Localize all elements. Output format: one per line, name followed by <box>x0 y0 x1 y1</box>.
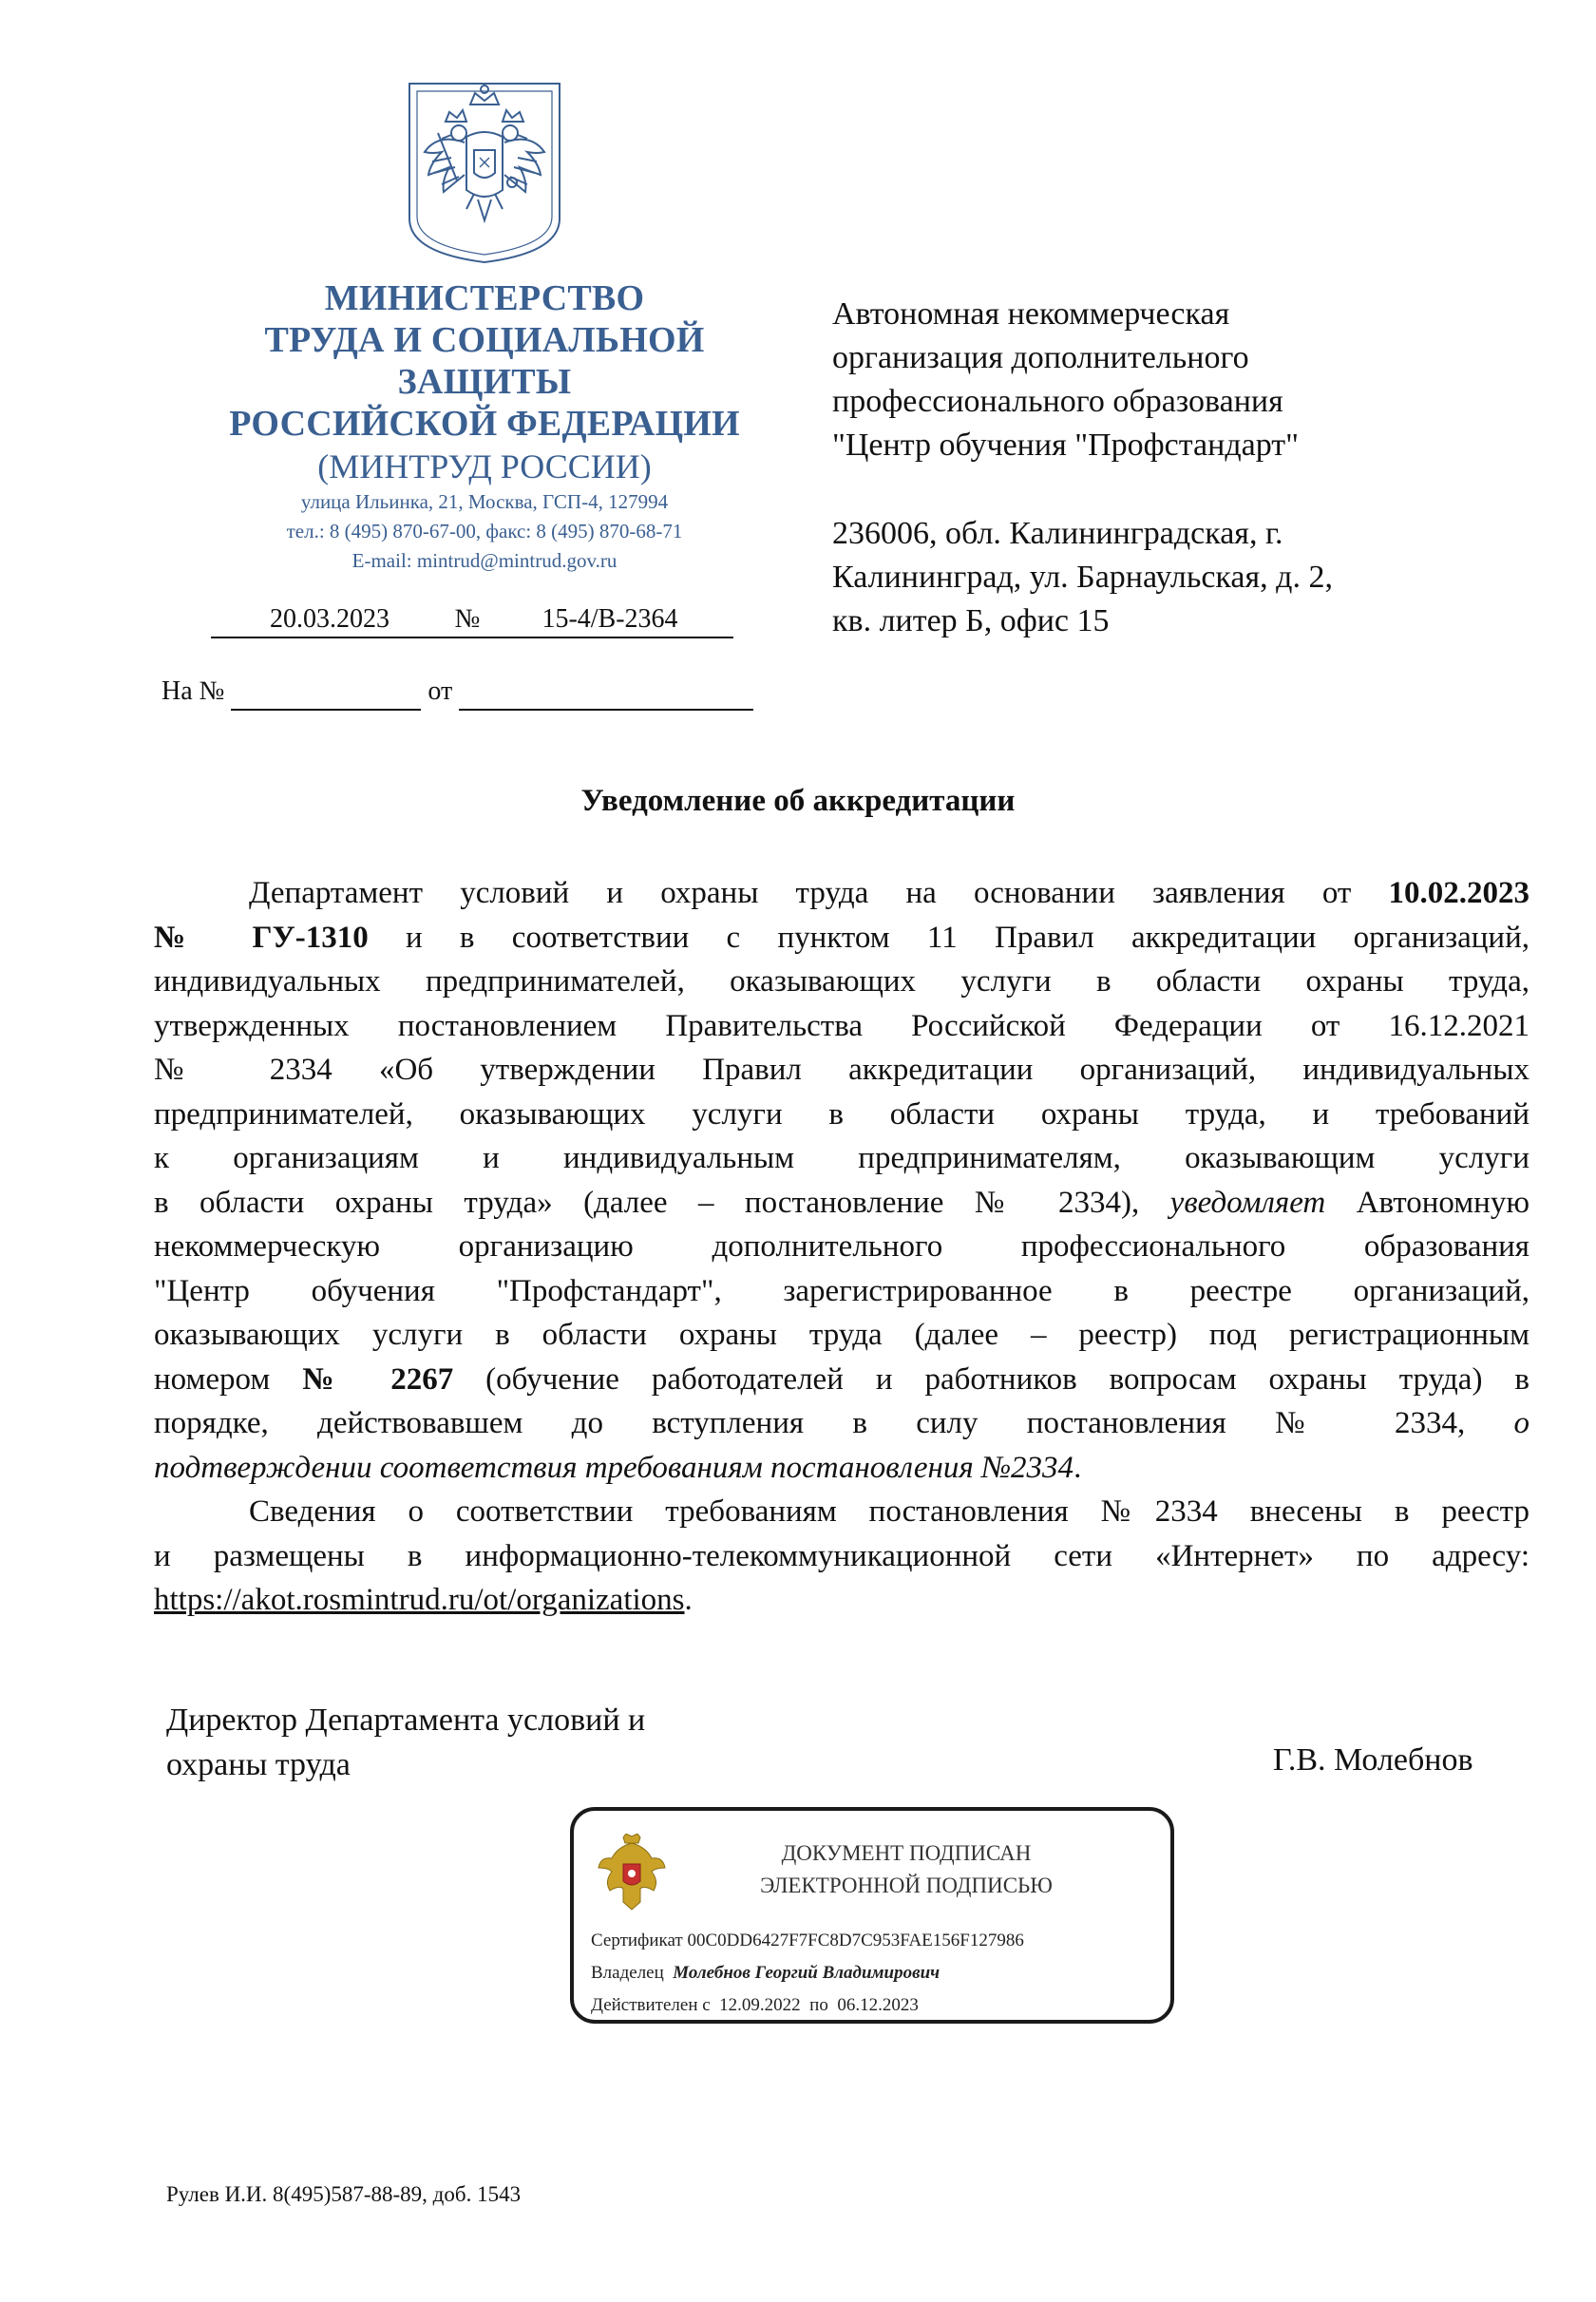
esign-cert: 00C0DD6427F7FC8D7C953FAE156F127986 <box>687 1931 1024 1950</box>
paragraph-line: предпринимателей, оказывающих услуги в области охраны труда, и требований <box>154 1096 1530 1132</box>
addressee-address-line: 236006, обл. Калининградская, г. <box>832 516 1283 551</box>
number-label: № <box>448 604 486 638</box>
esign-cert-row: Сертификат 00C0DD6427F7FC8D7C953FAE156F127986 <box>591 1931 1024 1950</box>
coat-of-arms-icon <box>404 76 565 266</box>
signer-name: Г.В. Молебнов <box>1273 1742 1473 1778</box>
ministry-email: E-mail: mintrud@mintrud.gov.ru <box>352 549 618 572</box>
esign-owner: Молебнов Георгий Владимирович <box>673 1963 940 1983</box>
reply-date-field <box>459 676 753 711</box>
paragraph-line: Сведения о соответствии требованиям постановления №2334 внесены в реестр <box>249 1494 1530 1529</box>
paragraph-line: индивидуальных предпринимателей, оказывающих услуги в области охраны труда, <box>154 964 1530 999</box>
addressee-address-line: Калининград, ул. Барнаульская, д. 2, <box>832 560 1333 595</box>
esign-title-line: ДОКУМЕНТ ПОДПИСАН <box>781 1841 1032 1865</box>
document-number: 15-4/В-2364 <box>486 604 733 638</box>
reply-number-field <box>231 676 421 711</box>
executor-contact: Рулев И.И. 8(495)587-88-89, доб. 1543 <box>166 2182 522 2206</box>
addressee-org-line: "Центр обучения "Профстандарт" <box>832 428 1300 463</box>
paragraph-line: Департамент условий и охраны труда на основании заявления от 10.02.2023 <box>249 876 1530 910</box>
esign-title-line: ЭЛЕКТРОННОЙ ПОДПИСЬЮ <box>760 1874 1053 1897</box>
signer-position <box>166 1698 645 1787</box>
addressee-block <box>832 293 1333 643</box>
paragraph-line: оказывающих услуги в области охраны труда (далее – реестр) под регистрационным <box>154 1318 1530 1352</box>
ministry-short-name: (МИНТРУД РОССИИ) <box>317 447 652 485</box>
addressee-org-line: Автономная некоммерческая <box>832 296 1230 332</box>
reply-from-label: от <box>428 676 453 706</box>
paragraph-line: номером № 2267 (обучение работодателей и работников вопросам охраны труда) в <box>154 1361 1530 1397</box>
addressee-org-line: организация дополнительного <box>832 340 1249 375</box>
esign-valid-row: Действителен с 12.09.2022 по 06.12.2023 <box>591 1995 919 2015</box>
ministry-contacts <box>180 487 788 576</box>
notification-paragraph <box>154 871 1530 1490</box>
document-date: 20.03.2023 <box>211 604 448 638</box>
esign-title <box>697 1837 1115 1902</box>
paragraph-line: "Центр обучения "Профстандарт", зарегистрированное в реестре организаций, <box>154 1273 1530 1308</box>
addressee-org-line: профессионального образования <box>832 384 1283 419</box>
ministry-phones: тел.: 8 (495) 870-67-00, факс: 8 (495) 870-68-71 <box>286 520 683 542</box>
reply-number-label: На № <box>162 676 225 706</box>
coat-of-arms-icon <box>597 1834 667 1913</box>
signer-position-line: охраны труда <box>166 1747 351 1782</box>
ministry-name-line: ТРУДА И СОЦИАЛЬНОЙ <box>264 320 705 360</box>
ministry-name-line: ЗАЩИТЫ <box>397 362 572 402</box>
paragraph-line: в области охраны труда» (далее – постановление № 2334), уведомляет Автономную <box>154 1185 1530 1220</box>
ministry-address: улица Ильинка, 21, Москва, ГСП-4, 127994 <box>300 490 669 513</box>
paragraph-line: утвержденных постановлением Правительства Российской Федерации от 16.12.2021 <box>154 1008 1530 1043</box>
paragraph-line: к организациям и индивидуальным предпринимателям, оказывающим услуги <box>154 1141 1530 1175</box>
esign-owner-row: Владелец Молебнов Георгий Владимирович <box>591 1963 940 1983</box>
reply-line <box>162 676 753 711</box>
paragraph-line: https://akot.rosmintrud.ru/ot/organizations. <box>154 1583 693 1617</box>
paragraph-line: некоммерческую организацию дополнительного профессионального образования <box>154 1229 1530 1264</box>
registration-line <box>211 604 733 638</box>
document-subject: Уведомление об аккредитации <box>580 784 1016 818</box>
electronic-signature-stamp <box>570 1807 1174 2024</box>
paragraph-line: подтверждении соответствия требованиям постановления №2334. <box>154 1450 1082 1485</box>
ministry-letterhead <box>180 277 788 576</box>
registry-paragraph <box>154 1490 1530 1623</box>
paragraph-line: № 2334 «Об утверждении Правил аккредитации организаций, индивидуальных <box>154 1053 1530 1087</box>
ministry-name-line: РОССИЙСКОЙ ФЕДЕРАЦИИ <box>229 404 740 444</box>
signer-position-line: Директор Департамента условий и <box>166 1703 646 1738</box>
paragraph-line: порядке, действовавшем до вступления в силу постановления № 2334, о <box>154 1406 1530 1440</box>
paragraph-line: и размещены в информационно-телекоммуникационной сети «Интернет» по адресу: <box>154 1538 1530 1573</box>
ministry-name-line: МИНИСТЕРСТВО <box>324 278 645 318</box>
registry-link[interactable]: https://akot.rosmintrud.ru/ot/organizations <box>154 1583 685 1617</box>
addressee-address-line: кв. литер Б, офис 15 <box>832 603 1110 638</box>
paragraph-line: № ГУ-1310 и в соответствии с пунктом 11 Правил аккредитации организаций, <box>154 920 1530 955</box>
esign-details <box>591 1925 1024 2022</box>
